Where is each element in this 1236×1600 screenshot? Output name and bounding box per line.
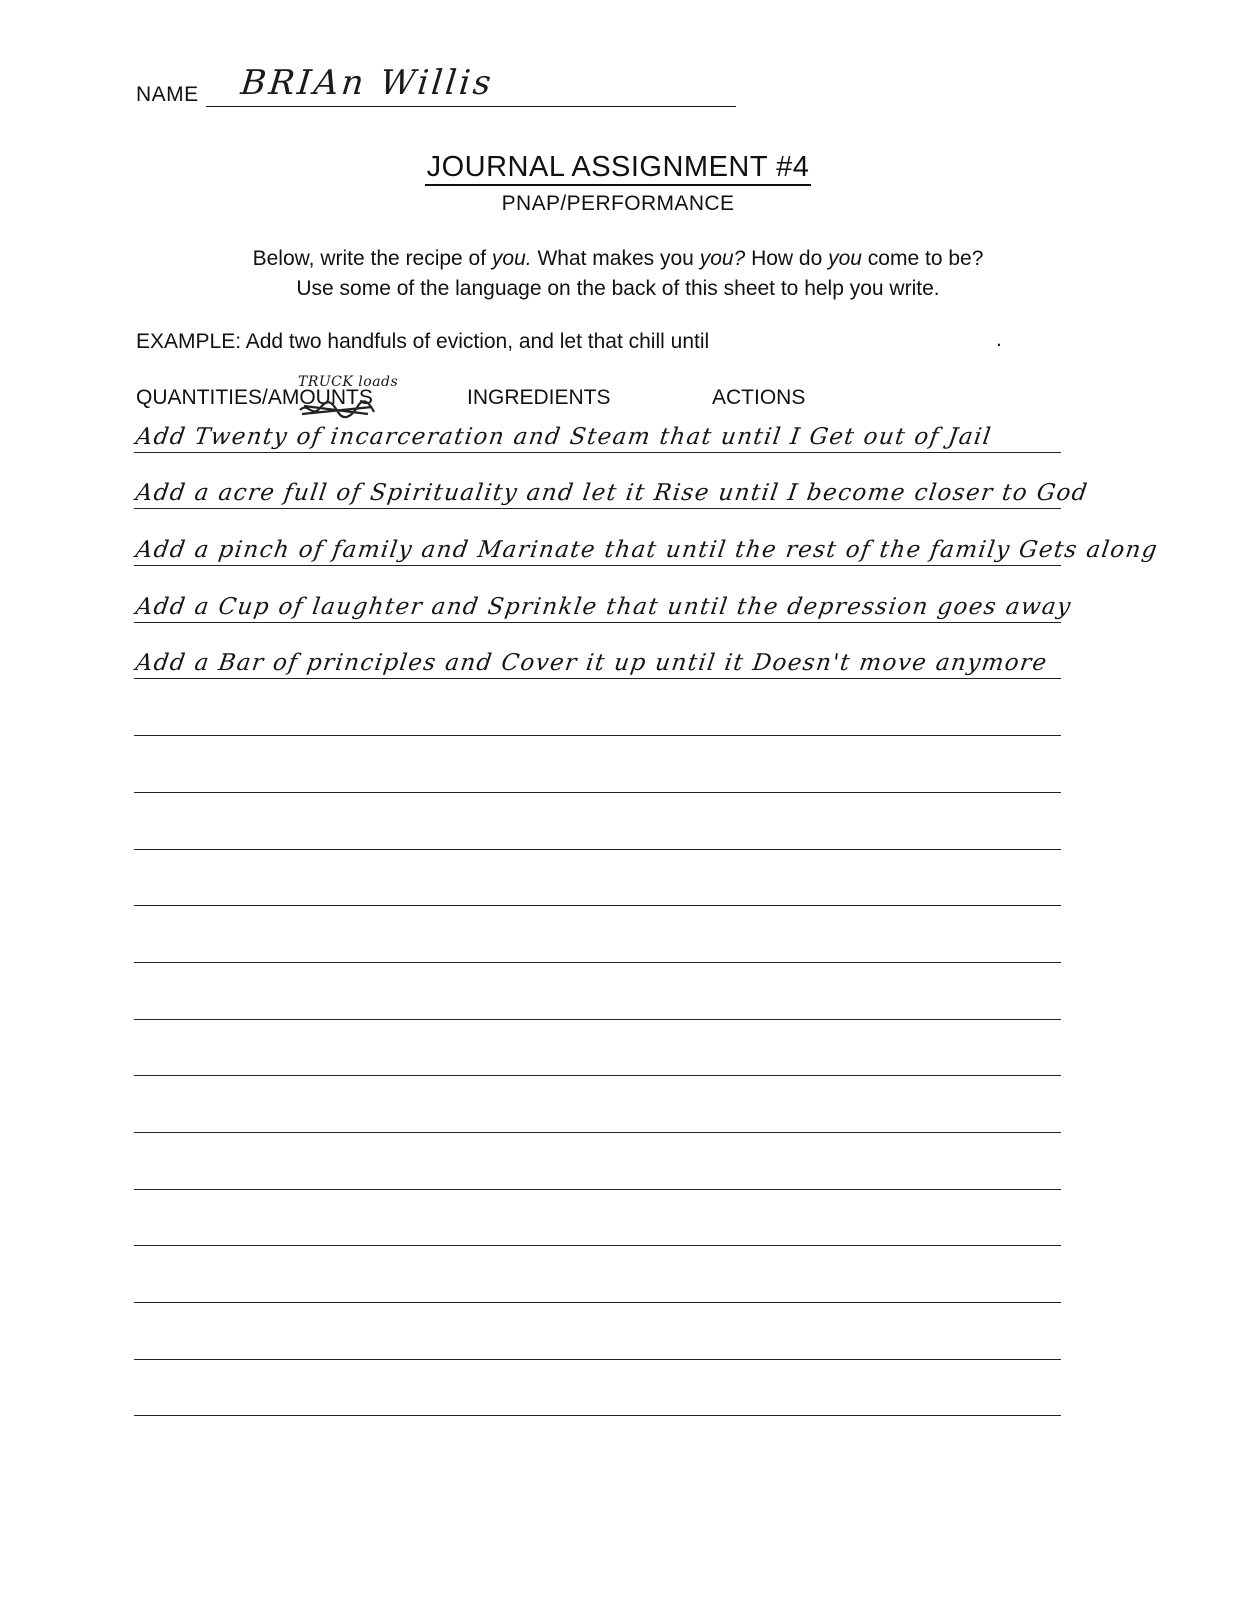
instructions-text: Below, write the recipe of — [252, 247, 492, 270]
handwritten-entry: Add Twenty of incarceration and Steam that until I Get out of Jail — [134, 423, 994, 450]
example-trailing-mark: . — [996, 328, 1002, 351]
instructions-text: What makes you — [531, 247, 700, 270]
writing-line[interactable] — [134, 623, 1061, 680]
instructions-line-1 — [0, 244, 1236, 274]
handwritten-entry: Add a Bar of principles and Cover it up until it Doesn't move anymore — [134, 650, 1050, 677]
writing-line[interactable] — [134, 793, 1061, 850]
column-actions: ACTIONS — [712, 386, 806, 409]
writing-line[interactable] — [134, 566, 1074, 623]
column-quantities: QUANTITIES/AMOUNTS — [136, 386, 373, 409]
assignment-title-block — [0, 150, 1236, 216]
line-rule — [134, 1415, 1061, 1416]
assignment-subtitle: PNAP/PERFORMANCE — [501, 192, 735, 215]
crossed-out-word — [298, 398, 376, 420]
writing-line[interactable] — [134, 906, 1061, 963]
instructions-emphasis: you — [828, 247, 862, 270]
column-ingredients: INGREDIENTS — [467, 386, 611, 409]
example-text: EXAMPLE: Add two handfuls of eviction, and let that chill until — [136, 330, 710, 353]
writing-line[interactable] — [134, 1360, 1061, 1417]
handwritten-entry: Add a pinch of family and Marinate that until the rest of the family Gets along — [134, 537, 1160, 564]
handwritten-entry: Add a acre full of Spirituality and let it Rise until I become closer to God — [134, 480, 1090, 507]
writing-line[interactable] — [134, 1303, 1061, 1360]
instructions-line-2: Use some of the language on the back of this sheet to help you write. — [296, 277, 940, 300]
writing-line[interactable] — [134, 1246, 1061, 1303]
instructions — [0, 244, 1236, 304]
writing-line[interactable] — [134, 374, 1061, 453]
writing-line[interactable] — [134, 509, 1160, 566]
writing-line[interactable] — [134, 453, 1090, 510]
writing-line[interactable] — [134, 1133, 1061, 1190]
writing-line[interactable] — [134, 736, 1061, 793]
assignment-title: JOURNAL ASSIGNMENT #4 — [425, 150, 812, 186]
handwritten-entry: Add a Cup of laughter and Sprinkle that until the depression goes away — [134, 593, 1074, 620]
handwritten-insertion: TRUCK loads — [298, 374, 399, 390]
writing-lines — [134, 374, 1160, 1416]
writing-line[interactable] — [134, 679, 1061, 736]
writing-line[interactable] — [134, 1076, 1061, 1133]
writing-line[interactable] — [134, 963, 1061, 1020]
name-row — [136, 55, 736, 111]
instructions-emphasis: you. — [491, 247, 532, 270]
writing-line[interactable] — [134, 1020, 1061, 1077]
instructions-emphasis: you? — [699, 247, 746, 270]
writing-line[interactable] — [134, 850, 1061, 907]
name-label: NAME — [136, 83, 199, 106]
instructions-text: How do — [745, 247, 829, 270]
instructions-text: come to be? — [861, 247, 984, 270]
name-handwritten-value: BRIAn Willis — [238, 63, 496, 103]
writing-line[interactable] — [134, 1190, 1061, 1247]
name-underline — [206, 106, 736, 107]
